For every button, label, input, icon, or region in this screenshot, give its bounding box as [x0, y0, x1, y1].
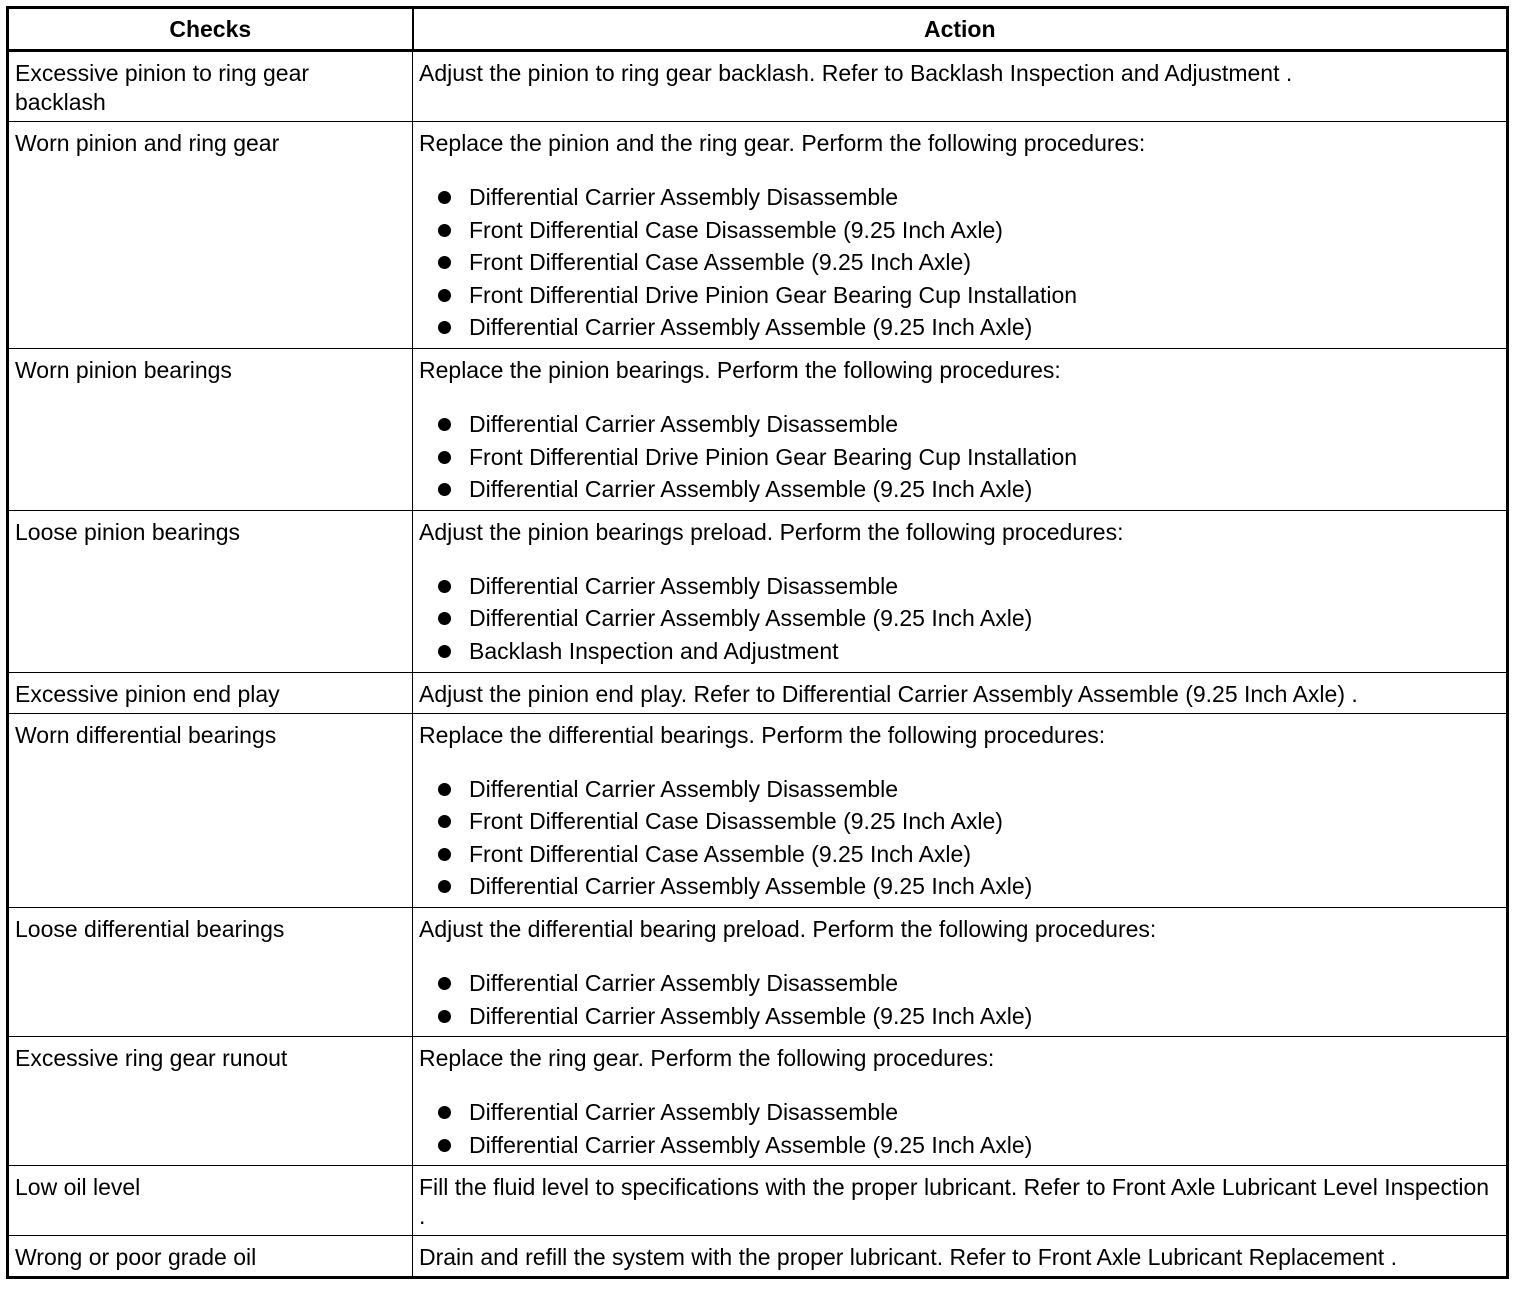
- action-text: Replace the ring gear. Perform the following procedures:: [419, 1045, 995, 1072]
- table-row: [8, 713, 1508, 907]
- bullet-icon: [438, 191, 451, 204]
- bullet-icon: [438, 418, 451, 431]
- check-cell: Worn differential bearings: [8, 713, 413, 907]
- action-cell: [413, 122, 1508, 349]
- table-row: [8, 348, 1508, 510]
- bullet-icon: [438, 580, 451, 593]
- bullet-icon: [438, 289, 451, 302]
- check-cell: Excessive pinion to ring gear backlash: [8, 51, 413, 122]
- procedure-item: [419, 870, 1500, 903]
- procedure-link-text: Differential Carrier Assembly Assemble (9.25 Inch Axle): [469, 873, 1033, 900]
- procedure-link-text: Differential Carrier Assembly Assemble (9.25 Inch Axle): [469, 1131, 1033, 1158]
- procedure-item: [419, 602, 1500, 635]
- procedure-link-text: Front Differential Case Disassemble (9.25 Inch Axle): [469, 216, 1003, 243]
- procedure-item: [419, 1129, 1500, 1162]
- action-text: Replace the differential bearings. Perform the following procedures:: [419, 721, 1106, 748]
- procedure-item: [419, 441, 1500, 474]
- action-cell: [413, 51, 1508, 122]
- table-row: [8, 1037, 1508, 1166]
- action-text: Fill the fluid level to specifications with the proper lubricant. Refer to Front Axle Lubricant Level Inspection .: [419, 1174, 1490, 1230]
- bullet-icon: [438, 1010, 451, 1023]
- check-cell: Loose differential bearings: [8, 907, 413, 1036]
- bullet-icon: [438, 848, 451, 861]
- procedure-link-text: Differential Carrier Assembly Disassemble: [469, 1099, 899, 1126]
- procedure-item: [419, 279, 1500, 312]
- procedure-list: [419, 570, 1500, 668]
- procedure-link-text: Differential Carrier Assembly Disassemble: [469, 184, 899, 210]
- bullet-icon: [438, 256, 451, 269]
- procedure-link-text: Differential Carrier Assembly Assemble (9.25 Inch Axle): [469, 476, 1033, 503]
- check-cell: Excessive ring gear runout: [8, 1037, 413, 1166]
- procedure-item: [419, 570, 1500, 603]
- table-row: [8, 672, 1508, 713]
- procedure-item: [419, 214, 1500, 247]
- procedure-list: [419, 181, 1500, 344]
- procedure-item: [419, 1096, 1500, 1129]
- procedure-item: [419, 246, 1500, 279]
- procedure-list: [419, 1096, 1500, 1161]
- bullet-icon: [438, 321, 451, 334]
- bullet-icon: [438, 451, 451, 464]
- action-text: Replace the pinion bearings. Perform the following procedures:: [419, 356, 1061, 383]
- bullet-icon: [438, 224, 451, 237]
- procedure-list: [419, 773, 1500, 903]
- procedure-link-text: Front Differential Drive Pinion Gear Bearing Cup Installation: [469, 281, 1078, 308]
- procedure-link-text: Front Differential Case Disassemble (9.25 Inch Axle): [469, 808, 1003, 835]
- procedure-link-text: Differential Carrier Assembly Assemble (9.25 Inch Axle): [469, 314, 1033, 341]
- procedure-link-text: Front Differential Drive Pinion Gear Bearing Cup Installation: [469, 443, 1078, 470]
- table-header-row: [8, 8, 1508, 51]
- procedure-item: [419, 967, 1500, 1000]
- action-column-header: Action: [413, 8, 1508, 51]
- table-row: [8, 510, 1508, 672]
- action-text: Adjust the pinion end play. Refer to Differential Carrier Assembly Assemble (9.25 Inch Axle) .: [419, 680, 1358, 707]
- action-text: Adjust the differential bearing preload. Perform the following procedures:: [419, 915, 1157, 942]
- procedure-link-text: Differential Carrier Assembly Disassemble: [469, 969, 899, 996]
- procedure-item: [419, 311, 1500, 344]
- action-cell: [413, 348, 1508, 510]
- action-text: Replace the pinion and the ring gear. Perform the following procedures:: [419, 130, 1146, 156]
- procedure-link-text: Differential Carrier Assembly Disassemble: [469, 775, 899, 802]
- procedure-item: [419, 805, 1500, 838]
- check-cell: Wrong or poor grade oil: [8, 1236, 413, 1278]
- procedure-item: [419, 181, 1500, 214]
- action-text: Adjust the pinion bearings preload. Perform the following procedures:: [419, 518, 1124, 545]
- procedure-item: [419, 635, 1500, 668]
- diagnostic-table: [6, 6, 1509, 1279]
- table-row: [8, 1236, 1508, 1278]
- action-text: Adjust the pinion to ring gear backlash. Refer to Backlash Inspection and Adjustment .: [419, 60, 1293, 86]
- action-cell: [413, 1037, 1508, 1166]
- procedure-item: [419, 408, 1500, 441]
- action-cell: [413, 713, 1508, 907]
- procedure-item: [419, 473, 1500, 506]
- check-cell: Low oil level: [8, 1166, 413, 1236]
- procedure-link-text: Differential Carrier Assembly Disassemble: [469, 572, 899, 599]
- table-row: [8, 122, 1508, 349]
- bullet-icon: [438, 1139, 451, 1152]
- bullet-icon: [438, 1106, 451, 1119]
- procedure-item: [419, 773, 1500, 806]
- bullet-icon: [438, 645, 451, 658]
- action-cell: [413, 672, 1508, 713]
- procedure-link-text: Backlash Inspection and Adjustment: [469, 637, 839, 664]
- procedure-list: [419, 967, 1500, 1032]
- action-cell: [413, 907, 1508, 1036]
- checks-column-header: Checks: [8, 8, 413, 51]
- procedure-list: [419, 408, 1500, 506]
- check-cell: Worn pinion and ring gear: [8, 122, 413, 349]
- procedure-item: [419, 838, 1500, 871]
- bullet-icon: [438, 815, 451, 828]
- procedure-link-text: Front Differential Case Assemble (9.25 Inch Axle): [469, 840, 971, 867]
- bullet-icon: [438, 880, 451, 893]
- check-cell: Worn pinion bearings: [8, 348, 413, 510]
- action-cell: [413, 1236, 1508, 1278]
- bullet-icon: [438, 612, 451, 625]
- bullet-icon: [438, 783, 451, 796]
- check-cell: Excessive pinion end play: [8, 672, 413, 713]
- bullet-icon: [438, 483, 451, 496]
- check-cell: Loose pinion bearings: [8, 510, 413, 672]
- action-cell: [413, 510, 1508, 672]
- procedure-link-text: Front Differential Case Assemble (9.25 Inch Axle): [469, 249, 971, 276]
- procedure-link-text: Differential Carrier Assembly Disassemble: [469, 410, 899, 437]
- table-row: [8, 907, 1508, 1036]
- bullet-icon: [438, 977, 451, 990]
- table-row: [8, 51, 1508, 122]
- action-text: Drain and refill the system with the proper lubricant. Refer to Front Axle Lubricant Replacement .: [419, 1244, 1397, 1271]
- table-row: [8, 1166, 1508, 1236]
- table-body: [8, 51, 1508, 1278]
- action-cell: [413, 1166, 1508, 1236]
- procedure-link-text: Differential Carrier Assembly Assemble (9.25 Inch Axle): [469, 605, 1033, 632]
- procedure-link-text: Differential Carrier Assembly Assemble (9.25 Inch Axle): [469, 1002, 1033, 1029]
- procedure-item: [419, 1000, 1500, 1033]
